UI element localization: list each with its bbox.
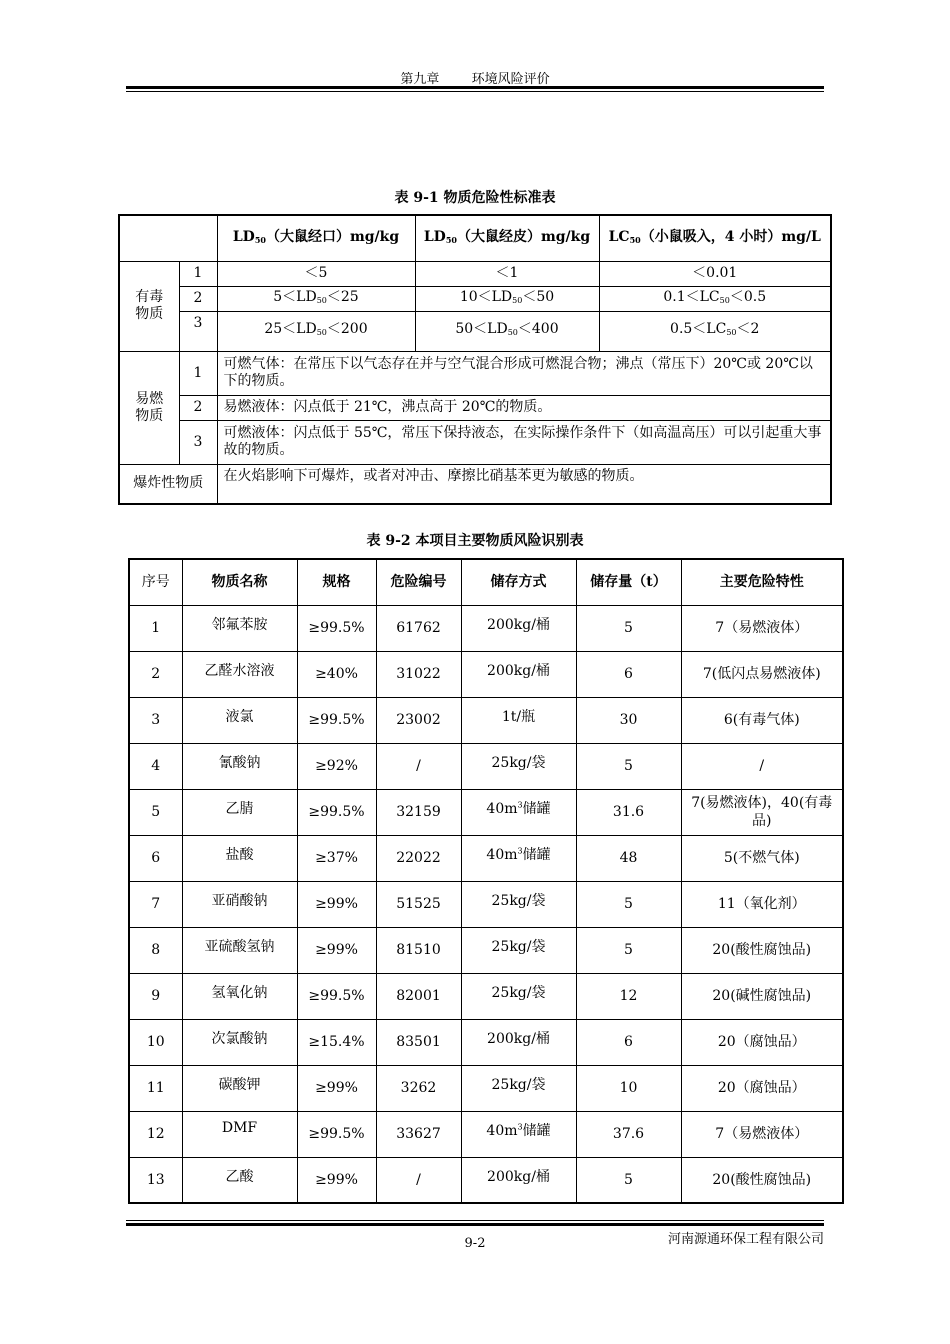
cell-storage: $40m^3$储罐 bbox=[461, 835, 576, 881]
cell-hazard-code: 3262 bbox=[376, 1065, 461, 1111]
cell-amount: 5 bbox=[576, 743, 681, 789]
group-label-explosive: 爆炸性物质 bbox=[119, 464, 217, 504]
cell-spec: ≥99.5% bbox=[297, 605, 376, 651]
cell-hazard: 7（易燃液体） bbox=[681, 1111, 843, 1157]
cell-spec: ≥99.5% bbox=[297, 1111, 376, 1157]
t2-header-code: 危险编号 bbox=[376, 559, 461, 605]
flammable-description: 可燃气体：在常压下以气态存在并与空气混合形成可燃混合物；沸点（常压下）20℃或 20℃以下的物质。 bbox=[217, 351, 831, 395]
ld50-oral-value: ＜5 bbox=[217, 261, 415, 286]
cell-spec: ≥99.5% bbox=[297, 973, 376, 1019]
cell-amount: 5 bbox=[576, 927, 681, 973]
cell-hazard: 20（腐蚀品） bbox=[681, 1065, 843, 1111]
company-name: 河南源通环保工程有限公司 bbox=[667, 1232, 824, 1247]
table-row bbox=[129, 1111, 843, 1157]
cell-hazard-code: 51525 bbox=[376, 881, 461, 927]
cell-amount: 12 bbox=[576, 973, 681, 1019]
cell-spec: ≥99% bbox=[297, 881, 376, 927]
cell-hazard: 7(低闪点易燃液体) bbox=[681, 651, 843, 697]
cell-hazard: 20（腐蚀品） bbox=[681, 1019, 843, 1065]
cell-amount: 31.6 bbox=[576, 789, 681, 835]
cell-hazard: 20(酸性腐蚀品) bbox=[681, 927, 843, 973]
cell-hazard-code: 81510 bbox=[376, 927, 461, 973]
cell-hazard-code: / bbox=[376, 743, 461, 789]
cell-amount: 48 bbox=[576, 835, 681, 881]
cell-index: 6 bbox=[129, 835, 182, 881]
page-number: 9-2 bbox=[464, 1236, 486, 1251]
row-number: 3 bbox=[179, 311, 217, 351]
table-row bbox=[129, 973, 843, 1019]
table2-caption: 表 9-2 本项目主要物质风险识别表 bbox=[366, 533, 584, 549]
cell-storage: 200kg/桶 bbox=[461, 1157, 576, 1203]
chapter-label: 第九章 bbox=[400, 72, 440, 87]
t2-header-index: 序号 bbox=[129, 559, 182, 605]
cell-spec: ≥15.4% bbox=[297, 1019, 376, 1065]
cell-substance: 亚硝酸钠 bbox=[182, 881, 297, 927]
cell-substance: 乙醛水溶液 bbox=[182, 651, 297, 697]
cell-hazard-code: 32159 bbox=[376, 789, 461, 835]
row-number: 2 bbox=[179, 286, 217, 311]
cell-hazard-code: 31022 bbox=[376, 651, 461, 697]
cell-storage: $40m^3$储罐 bbox=[461, 1111, 576, 1157]
cell-hazard-code: 33627 bbox=[376, 1111, 461, 1157]
t2-header-hazard: 主要危险特性 bbox=[681, 559, 843, 605]
cell-storage: 200kg/桶 bbox=[461, 1019, 576, 1065]
lc50-inhal-value: ＜0.01 bbox=[599, 261, 831, 286]
cell-substance: 氰酸钠 bbox=[182, 743, 297, 789]
cell-hazard: 11（氧化剂） bbox=[681, 881, 843, 927]
t1-col-header: $LD_{50}$（大鼠经皮）mg/kg bbox=[415, 215, 599, 261]
cell-hazard: 6(有毒气体) bbox=[681, 697, 843, 743]
footer-rule-thick bbox=[126, 1223, 824, 1226]
group-label-toxic: 有毒物质 bbox=[119, 261, 179, 351]
cell-substance: 亚硫酸氢钠 bbox=[182, 927, 297, 973]
cell-substance: 氢氧化钠 bbox=[182, 973, 297, 1019]
table1-caption: 表 9-1 物质危险性标准表 bbox=[394, 190, 556, 206]
cell-hazard: 20(碱性腐蚀品) bbox=[681, 973, 843, 1019]
row-number: 1 bbox=[179, 351, 217, 395]
ld50-dermal-value: $10<LD_{50}<50$ bbox=[415, 286, 599, 311]
cell-hazard-code: 83501 bbox=[376, 1019, 461, 1065]
table-row bbox=[129, 1065, 843, 1111]
header-rule-thick bbox=[126, 86, 824, 89]
cell-hazard-code: 23002 bbox=[376, 697, 461, 743]
cell-index: 2 bbox=[129, 651, 182, 697]
cell-amount: 5 bbox=[576, 1157, 681, 1203]
hazard-criteria-table bbox=[118, 214, 832, 505]
cell-amount: 6 bbox=[576, 1019, 681, 1065]
cell-hazard-code: 61762 bbox=[376, 605, 461, 651]
table-row bbox=[129, 743, 843, 789]
cell-amount: 6 bbox=[576, 651, 681, 697]
flammable-description: 易燃液体：闪点低于 21℃，沸点高于 20℃的物质。 bbox=[217, 395, 831, 420]
lc50-inhal-value: $0.1<LC_{50}<0.5$ bbox=[599, 286, 831, 311]
cell-substance: 次氯酸钠 bbox=[182, 1019, 297, 1065]
substance-risk-table bbox=[128, 558, 844, 1204]
t1-col-header: $LC_{50}$（小鼠吸入，4 小时）mg/L bbox=[599, 215, 831, 261]
cell-index: 4 bbox=[129, 743, 182, 789]
cell-storage: 25kg/袋 bbox=[461, 881, 576, 927]
cell-spec: ≥92% bbox=[297, 743, 376, 789]
cell-index: 9 bbox=[129, 973, 182, 1019]
table-row bbox=[129, 789, 843, 835]
lc50-inhal-value: $0.5<LC_{50}<2$ bbox=[599, 311, 831, 351]
table-row bbox=[129, 927, 843, 973]
t2-header-name: 物质名称 bbox=[182, 559, 297, 605]
cell-amount: 37.6 bbox=[576, 1111, 681, 1157]
table-row bbox=[129, 835, 843, 881]
cell-storage: 25kg/袋 bbox=[461, 1065, 576, 1111]
cell-index: 7 bbox=[129, 881, 182, 927]
cell-amount: 5 bbox=[576, 881, 681, 927]
table-row bbox=[129, 605, 843, 651]
cell-index: 12 bbox=[129, 1111, 182, 1157]
cell-storage: 1t/瓶 bbox=[461, 697, 576, 743]
cell-hazard: 5(不燃气体) bbox=[681, 835, 843, 881]
cell-storage: 25kg/袋 bbox=[461, 973, 576, 1019]
table-row bbox=[129, 881, 843, 927]
row-number: 1 bbox=[179, 261, 217, 286]
t1-col-header: $LD_{50}$（大鼠经口）mg/kg bbox=[217, 215, 415, 261]
table-row bbox=[129, 1157, 843, 1203]
cell-substance: 盐酸 bbox=[182, 835, 297, 881]
ld50-dermal-value: $50<LD_{50}<400$ bbox=[415, 311, 599, 351]
cell-spec: ≥99% bbox=[297, 1157, 376, 1203]
cell-index: 10 bbox=[129, 1019, 182, 1065]
ld50-oral-value: $5<LD_{50}<25$ bbox=[217, 286, 415, 311]
cell-storage: 25kg/袋 bbox=[461, 927, 576, 973]
group-label-flammable: 易燃物质 bbox=[119, 351, 179, 464]
cell-spec: ≥99% bbox=[297, 1065, 376, 1111]
cell-hazard-code: 82001 bbox=[376, 973, 461, 1019]
cell-spec: ≥37% bbox=[297, 835, 376, 881]
cell-spec: ≥99.5% bbox=[297, 789, 376, 835]
row-number: 3 bbox=[179, 420, 217, 464]
t2-header-spec: 规格 bbox=[297, 559, 376, 605]
cell-substance: 液氯 bbox=[182, 697, 297, 743]
table-row bbox=[129, 651, 843, 697]
cell-storage: 25kg/袋 bbox=[461, 743, 576, 789]
row-number: 2 bbox=[179, 395, 217, 420]
cell-index: 5 bbox=[129, 789, 182, 835]
cell-substance: 乙酸 bbox=[182, 1157, 297, 1203]
t2-header-amount: 储存量（t） bbox=[576, 559, 681, 605]
header-rule-thin bbox=[126, 91, 824, 92]
cell-amount: 30 bbox=[576, 697, 681, 743]
cell-hazard: / bbox=[681, 743, 843, 789]
cell-amount: 10 bbox=[576, 1065, 681, 1111]
footer-rule-thin bbox=[126, 1220, 824, 1221]
cell-storage: $40m^3$储罐 bbox=[461, 789, 576, 835]
cell-substance: 乙腈 bbox=[182, 789, 297, 835]
cell-index: 1 bbox=[129, 605, 182, 651]
cell-index: 11 bbox=[129, 1065, 182, 1111]
flammable-description: 可燃液体：闪点低于 55℃，常压下保持液态，在实际操作条件下（如高温高压）可以引起重大事故的物质。 bbox=[217, 420, 831, 464]
cell-hazard: 7（易燃液体） bbox=[681, 605, 843, 651]
cell-index: 3 bbox=[129, 697, 182, 743]
page-header bbox=[0, 68, 950, 87]
cell-substance: DMF bbox=[182, 1111, 297, 1157]
t2-header-storage: 储存方式 bbox=[461, 559, 576, 605]
cell-spec: ≥99.5% bbox=[297, 697, 376, 743]
table-row bbox=[129, 1019, 843, 1065]
cell-index: 13 bbox=[129, 1157, 182, 1203]
cell-spec: ≥40% bbox=[297, 651, 376, 697]
cell-substance: 邻氟苯胺 bbox=[182, 605, 297, 651]
explosive-description: 在火焰影响下可爆炸，或者对冲击、摩擦比硝基苯更为敏感的物质。 bbox=[217, 464, 831, 504]
ld50-oral-value: $25<LD_{50}<200$ bbox=[217, 311, 415, 351]
table-row bbox=[129, 697, 843, 743]
cell-hazard: 20(酸性腐蚀品) bbox=[681, 1157, 843, 1203]
ld50-dermal-value: ＜1 bbox=[415, 261, 599, 286]
cell-substance: 碳酸钾 bbox=[182, 1065, 297, 1111]
cell-hazard-code: / bbox=[376, 1157, 461, 1203]
cell-storage: 200kg/桶 bbox=[461, 605, 576, 651]
t1-corner-cell bbox=[119, 215, 217, 261]
cell-amount: 5 bbox=[576, 605, 681, 651]
cell-spec: ≥99% bbox=[297, 927, 376, 973]
cell-hazard-code: 22022 bbox=[376, 835, 461, 881]
cell-storage: 200kg/桶 bbox=[461, 651, 576, 697]
cell-index: 8 bbox=[129, 927, 182, 973]
chapter-title: 环境风险评价 bbox=[471, 72, 550, 87]
cell-hazard: 7(易燃液体)，40(有毒品) bbox=[681, 789, 843, 835]
